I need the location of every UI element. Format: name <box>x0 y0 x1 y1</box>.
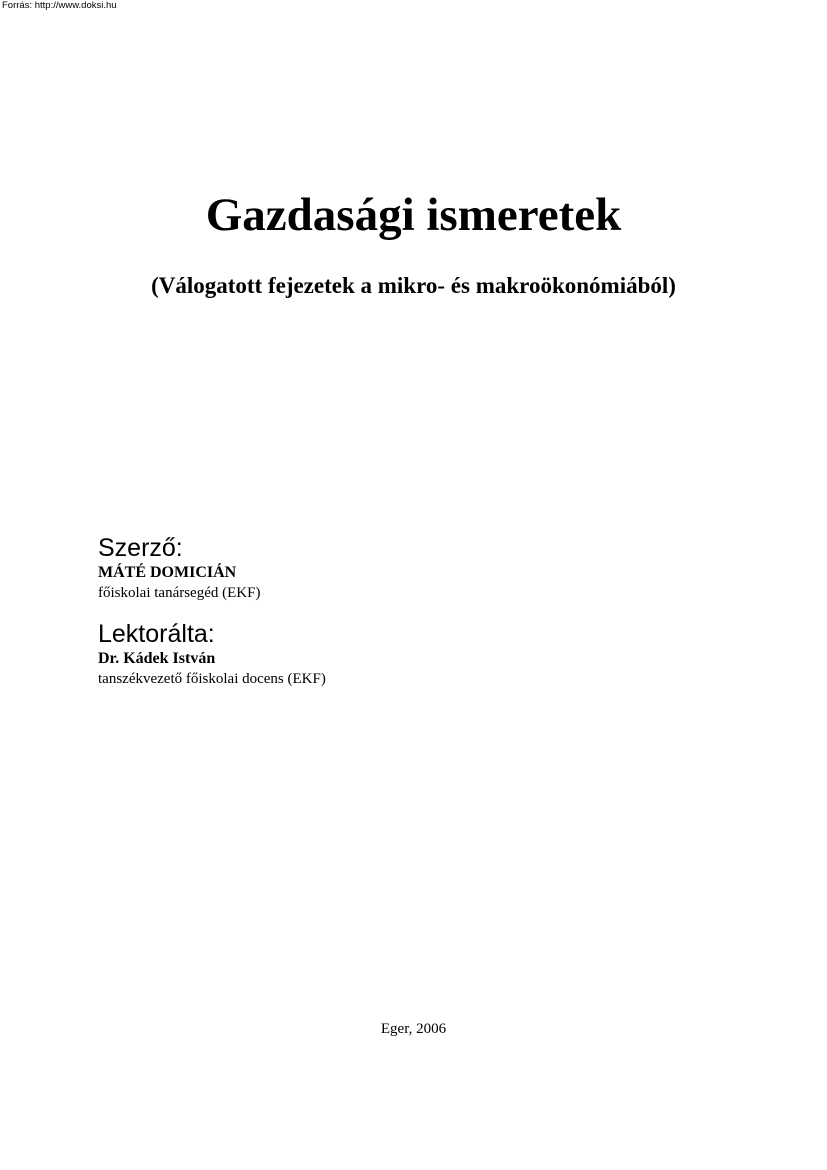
author-heading: Szerző: <box>98 534 183 562</box>
author-name: MÁTÉ DOMICIÁN <box>98 564 237 581</box>
reviewer-position: tanszékvezető főiskolai docens (EKF) <box>98 671 326 687</box>
credits-section <box>98 533 698 689</box>
document-title: Gazdasági ismeretek <box>205 189 622 241</box>
author-block <box>98 533 698 603</box>
place-date: Eger, 2006 <box>380 1021 447 1037</box>
reviewer-heading: Lektorálta: <box>98 620 215 648</box>
reviewer-block <box>98 619 698 689</box>
reviewer-name: Dr. Kádek István <box>98 650 216 667</box>
document-subtitle: (Válogatott fejezetek a mikro- és makroökonómiából) <box>151 273 676 298</box>
block-spacer <box>98 603 698 619</box>
author-position: főiskolai tanársegéd (EKF) <box>98 585 261 601</box>
source-note: Forrás: http://www.doksi.hu <box>2 0 117 11</box>
